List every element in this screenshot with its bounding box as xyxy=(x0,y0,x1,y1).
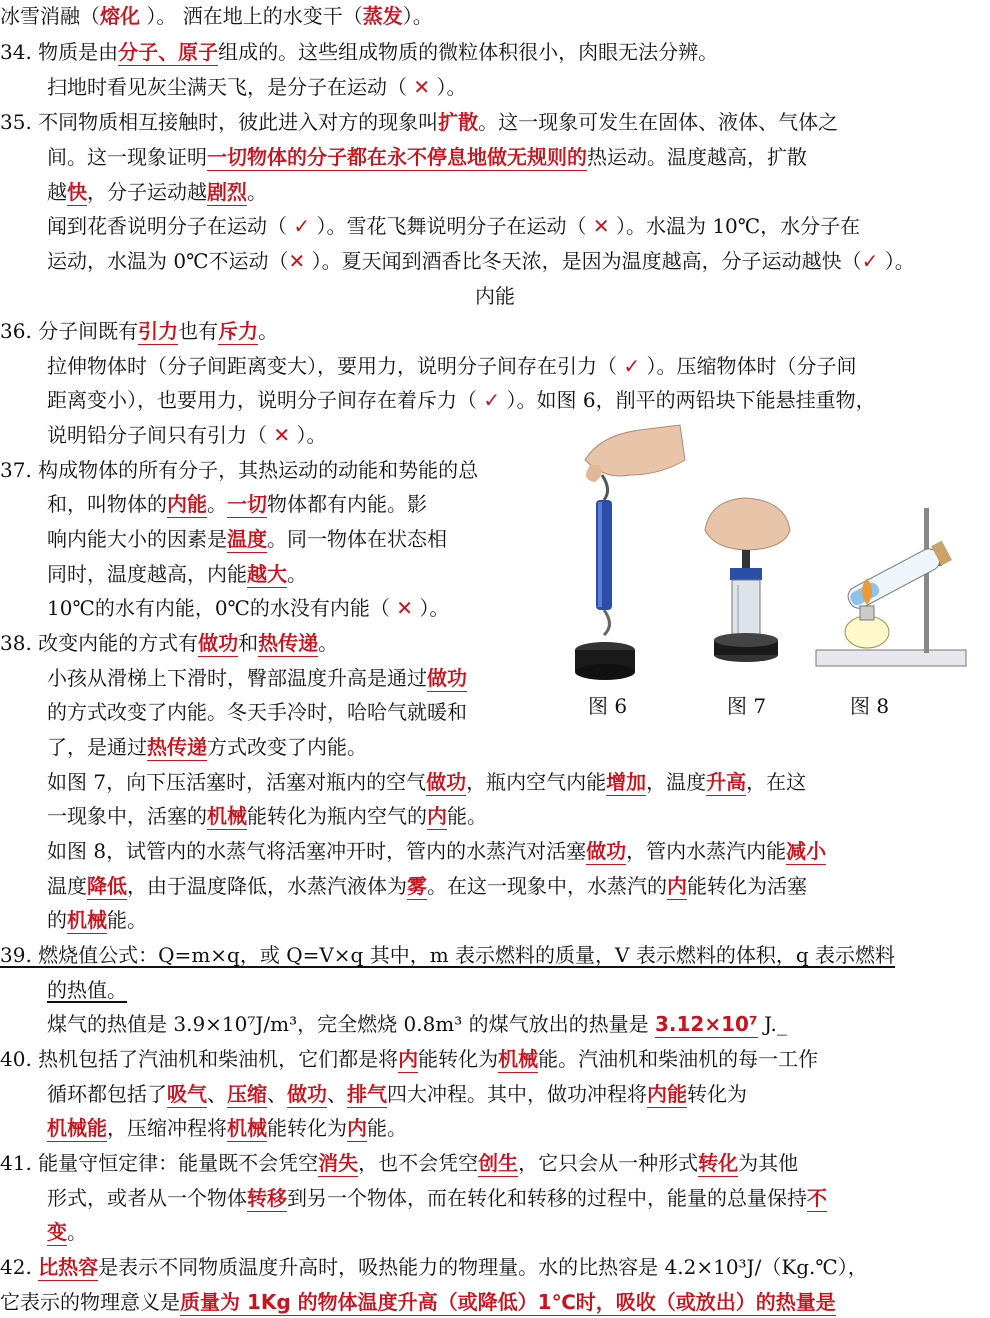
static-text: 四大冲程。其中，做功冲程将 xyxy=(387,1082,647,1106)
text-line xyxy=(47,386,876,416)
text-line xyxy=(0,629,338,659)
static-text: 能。汽油机和柴油机的每一工作 xyxy=(538,1047,819,1071)
static-text: 形式，或者从一个物体 xyxy=(47,1186,247,1210)
static-text: 39. 燃烧值公式：Q=m×q，或 Q=V×q 其中，m 表示燃料的质量，V 表示燃料的体积，q 表示燃料 xyxy=(0,943,895,967)
static-text: 方式改变了内能。 xyxy=(207,735,367,759)
figure-8-caption: 图 8 xyxy=(850,694,890,718)
answer-text: ✓ xyxy=(623,354,641,378)
static-text: ，在这 xyxy=(746,770,807,794)
answer-text: 3.12×10⁷ xyxy=(655,1012,758,1036)
static-text: 为其他 xyxy=(738,1151,799,1175)
static-text: 冰雪消融（ xyxy=(0,4,100,28)
text-line xyxy=(0,1253,868,1283)
static-text: ）。 xyxy=(878,249,915,273)
static-text: 闻到花香说明分子在运动（ xyxy=(47,214,294,238)
text-line xyxy=(47,560,307,590)
static-text: ，分子运动越 xyxy=(87,180,207,204)
figure-6-lead-blocks xyxy=(560,420,690,685)
answer-text: 做功 xyxy=(586,839,627,863)
static-text: ，它只会从一种形式 xyxy=(518,1151,699,1175)
text-line xyxy=(47,1218,87,1248)
static-text: 。同一物体在状态相 xyxy=(267,527,447,551)
answer-text: 升高 xyxy=(706,770,747,794)
text-line xyxy=(47,594,449,624)
answer-text: 压缩 xyxy=(227,1082,267,1106)
text-line xyxy=(0,1149,798,1179)
text-line xyxy=(47,178,267,208)
answer-text: 斥力 xyxy=(218,319,259,343)
text-line xyxy=(47,872,807,902)
text-line xyxy=(0,456,478,486)
answer-text: 温度 xyxy=(227,527,267,551)
answer-text: 机械 xyxy=(227,1116,267,1140)
text-line xyxy=(47,733,367,763)
static-text: 间。这一现象证明 xyxy=(47,145,207,169)
static-text: 能。 xyxy=(107,908,147,932)
static-text: ，温度 xyxy=(646,770,707,794)
static-text: 距离变小），也要用力，说明分子间存在着斥力（ xyxy=(47,388,484,412)
text-line xyxy=(47,212,860,242)
text-line xyxy=(47,906,147,936)
text-line xyxy=(0,2,433,32)
answer-text: 蒸发 xyxy=(362,4,403,28)
static-text: 响内能大小的因素是 xyxy=(47,527,227,551)
answer-text: 内 xyxy=(667,874,687,898)
static-text: 越 xyxy=(47,180,67,204)
static-text: 40. 热机包括了汽油机和柴油机，它们都是将 xyxy=(0,1047,399,1071)
static-text: 煤气的热值是 3.9×10⁷J/m³，完全燃烧 0.8m³ 的煤气放出的热量是 xyxy=(47,1012,655,1036)
static-text: 10℃的水有内能，0℃的水没有内能（ xyxy=(47,596,397,620)
text-line xyxy=(47,525,447,555)
text-line xyxy=(47,421,326,451)
text-line xyxy=(47,768,806,798)
static-text: ，压缩冲程将 xyxy=(107,1116,227,1140)
static-text: 。 xyxy=(287,562,307,586)
static-text: 热运动。温度越高，扩散 xyxy=(587,145,807,169)
text-line xyxy=(47,1080,747,1110)
static-text: ，也不会凭空 xyxy=(358,1151,479,1175)
static-text: 。 xyxy=(318,631,339,655)
static-text: 内能 xyxy=(475,284,515,308)
static-text: 能转化为 xyxy=(267,1116,347,1140)
answer-text: 创生 xyxy=(478,1151,519,1175)
static-text: 温度 xyxy=(47,874,87,898)
static-text: 34. 物质是由 xyxy=(0,40,119,64)
answer-text: 做功 xyxy=(427,666,467,690)
text-line xyxy=(0,1045,818,1075)
answer-text: ✕ xyxy=(396,596,414,620)
text-line xyxy=(47,837,826,867)
static-text: ）。 xyxy=(290,423,327,447)
static-text: 如图 8，试管内的水蒸气将活塞冲开时，管内的水蒸汽对活塞 xyxy=(47,839,587,863)
text-line xyxy=(47,247,915,277)
text-line xyxy=(47,1010,787,1040)
static-text: ，由于温度降低，水蒸汽液体为 xyxy=(127,874,407,898)
answer-text: 雾 xyxy=(407,874,427,898)
answer-text: ✕ xyxy=(273,423,291,447)
answer-text: 引力 xyxy=(138,319,179,343)
figure-6-caption: 图 6 xyxy=(588,694,628,718)
answer-text: 机械能 xyxy=(47,1116,107,1140)
static-text: 。 xyxy=(67,1220,87,1244)
static-text: ）。夏天闻到酒香比冬天浓，是因为温度越高，分子运动越快（ xyxy=(305,249,862,273)
answer-text: 扩散 xyxy=(438,110,479,134)
answer-text: 快 xyxy=(67,180,87,204)
static-text: 小孩从滑梯上下滑时，臀部温度升高是通过 xyxy=(47,666,427,690)
static-text: ）。如图 6，削平的两铅块下能悬挂重物， xyxy=(500,388,876,412)
answer-text: 机械 xyxy=(207,804,247,828)
static-text: 循环都包括了 xyxy=(47,1082,167,1106)
text-line xyxy=(47,352,856,382)
static-text: 是表示不同物质温度升高时，吸热能力的物理量。水的比热容是 4.2×10³J/（Kg.℃）， xyxy=(98,1255,868,1279)
answer-text: ✓ xyxy=(483,388,501,412)
text-line xyxy=(47,1184,827,1214)
static-text: 、 xyxy=(207,1082,227,1106)
static-text: ）。 xyxy=(402,4,433,28)
static-text: 的方式改变了内能。冬天手冷时，哈哈气就暖和 xyxy=(47,700,467,724)
answer-text: 内 xyxy=(398,1047,419,1071)
answer-text: ✓ xyxy=(861,249,879,273)
static-text: 同时，温度越高，内能 xyxy=(47,562,247,586)
static-text: 能转化为 xyxy=(418,1047,499,1071)
answer-text: 一切 xyxy=(227,492,267,516)
static-text: ）。雪花飞舞说明分子在运动（ xyxy=(310,214,593,238)
static-text: 运动，水温为 0℃不运动（ xyxy=(47,249,289,273)
figure-7-fire-piston xyxy=(690,490,810,685)
answer-text: 吸气 xyxy=(167,1082,207,1106)
static-text: 到另一个物体，而在转化和转移的过程中，能量的总量保持 xyxy=(287,1186,807,1210)
static-text: 拉伸物体时（分子间距离变大），要用力，说明分子间存在引力（ xyxy=(47,354,624,378)
answer-text: 变 xyxy=(47,1220,67,1244)
answer-text: ✕ xyxy=(413,75,431,99)
static-text: 。 xyxy=(207,492,227,516)
answer-text: 排气 xyxy=(347,1082,387,1106)
static-text: J._ xyxy=(757,1012,787,1036)
static-text: 转化为 xyxy=(687,1082,747,1106)
answer-text: ✕ xyxy=(592,214,610,238)
text-line xyxy=(0,941,895,971)
text-line xyxy=(47,490,427,520)
text-line xyxy=(0,1288,836,1318)
static-text: ）。 洒在地上的水变干（ xyxy=(140,4,363,28)
static-text: ）。压缩物体时（分子间 xyxy=(640,354,857,378)
answer-text: 热传递 xyxy=(258,631,319,655)
text-line xyxy=(0,108,838,138)
answer-text: 增加 xyxy=(606,770,647,794)
static-text: 如图 7，向下压活塞时，活塞对瓶内的空气 xyxy=(47,770,427,794)
static-text: 能转化为活塞 xyxy=(687,874,807,898)
static-text: 、 xyxy=(327,1082,347,1106)
text-line xyxy=(47,1114,407,1144)
answer-text: ✕ xyxy=(288,249,306,273)
static-text: ）。 xyxy=(430,75,467,99)
answer-text: 做功 xyxy=(198,631,239,655)
text-line xyxy=(47,802,487,832)
figure-7-caption: 图 7 xyxy=(727,694,767,718)
static-text: 。这一现象可发生在固体、液体、气体之 xyxy=(478,110,839,134)
static-text: 和 xyxy=(238,631,259,655)
static-text: 41. 能量守恒定律：能量既不会凭空 xyxy=(0,1151,319,1175)
static-text: ）。水温为 10℃，水分子在 xyxy=(609,214,861,238)
figure-8-test-tube-heating xyxy=(812,500,982,680)
answer-text: 质量为 1Kg 的物体温度升高（或降低）1℃时，吸收（或放出）的热量是 xyxy=(180,1290,836,1314)
static-text: 能。 xyxy=(447,804,487,828)
answer-text: 做功 xyxy=(426,770,467,794)
static-text: 的热值。 xyxy=(47,978,127,1002)
static-text: 了，是通过 xyxy=(47,735,147,759)
text-line xyxy=(47,698,467,728)
static-text: 38. 改变内能的方式有 xyxy=(0,631,199,655)
text-line xyxy=(47,664,467,694)
static-text: ，管内水蒸汽内能 xyxy=(626,839,787,863)
answer-text: 不 xyxy=(807,1186,827,1210)
static-text: 36. 分子间既有 xyxy=(0,319,139,343)
static-text: 物体都有内能。影 xyxy=(267,492,427,516)
static-text: 能转化为瓶内空气的 xyxy=(247,804,427,828)
text-line xyxy=(47,73,466,103)
text-line xyxy=(0,317,278,347)
answer-text: 比热容 xyxy=(38,1255,99,1279)
answer-text: 机械 xyxy=(67,908,107,932)
static-text: 。 xyxy=(247,180,267,204)
static-text: 一现象中，活塞的 xyxy=(47,804,207,828)
answer-text: 转化 xyxy=(698,1151,739,1175)
static-text: 。在这一现象中，水蒸汽的 xyxy=(427,874,667,898)
static-text: 也有 xyxy=(178,319,219,343)
answer-text: 内能 xyxy=(647,1082,687,1106)
text-line xyxy=(0,38,718,68)
answer-text: 剧烈 xyxy=(207,180,247,204)
static-text: 说明铅分子间只有引力（ xyxy=(47,423,274,447)
static-text: 组成的。这些组成物质的微粒体积很小，肉眼无法分辨。 xyxy=(218,40,719,64)
answer-text: 做功 xyxy=(287,1082,327,1106)
answer-text: 分子、原子 xyxy=(118,40,219,64)
answer-text: 内 xyxy=(347,1116,367,1140)
answer-text: ✓ xyxy=(293,214,311,238)
static-text: 35. 不同物质相互接触时，彼此进入对方的现象叫 xyxy=(0,110,439,134)
answer-text: 越大 xyxy=(247,562,287,586)
answer-text: 转移 xyxy=(247,1186,287,1210)
static-text: 扫地时看见灰尘满天飞，是分子在运动（ xyxy=(47,75,414,99)
answer-text: 一切物体的分子都在永不停息地做无规则的 xyxy=(207,145,587,169)
answer-text: 内能 xyxy=(167,492,207,516)
static-text: 42. xyxy=(0,1255,39,1279)
static-text: ）。 xyxy=(413,596,450,620)
answer-text: 消失 xyxy=(318,1151,359,1175)
answer-text: 热传递 xyxy=(147,735,207,759)
static-text: 37. 构成物体的所有分子，其热运动的动能和势能的总 xyxy=(0,458,479,482)
static-text: 它表示的物理意义是 xyxy=(0,1290,180,1314)
static-text: 和，叫物体的 xyxy=(47,492,167,516)
answer-text: 机械 xyxy=(498,1047,539,1071)
answer-text: 减小 xyxy=(786,839,827,863)
text-line xyxy=(47,143,807,173)
static-text: 的 xyxy=(47,908,67,932)
static-text: 、 xyxy=(267,1082,287,1106)
static-text: 。 xyxy=(258,319,279,343)
answer-text: 熔化 xyxy=(100,4,140,28)
answer-text: 降低 xyxy=(87,874,127,898)
text-line xyxy=(47,976,127,1006)
answer-text: 内 xyxy=(427,804,447,828)
section-heading xyxy=(0,282,990,312)
static-text: ，瓶内空气内能 xyxy=(466,770,607,794)
static-text: 能。 xyxy=(367,1116,407,1140)
